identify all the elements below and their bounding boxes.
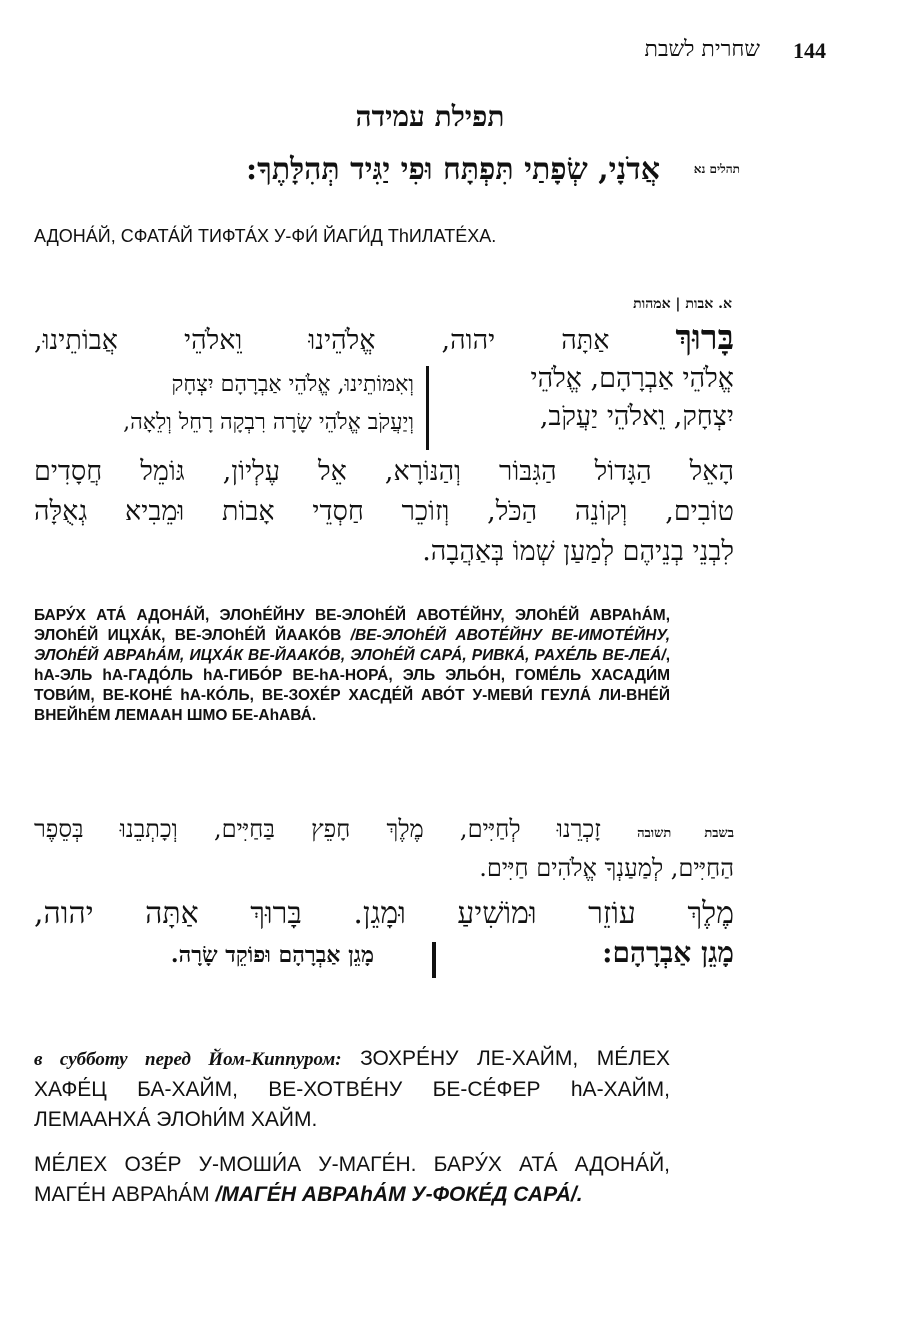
blessing-translit-main: БАРУ́Х АТА́ АДОНА́Й, ЭЛОhЕ́ЙНУ ВЕ-ЭЛОhЕ́Й АВОТЕ́ЙНУ, ЭЛОhЕ́Й АВРАhА́М, ЭЛОhЕ́Й ИЦХА́К, ВЕ-ЭЛОhЕ́Й ЙААКО́В bbox=[34, 607, 670, 644]
blessing-line-2-alt: וְאִמּוֹתֵינוּ, אֱלֹהֵי אַבְרָהָם יִצְחָק bbox=[171, 372, 414, 397]
page-number: 144 bbox=[793, 38, 826, 63]
closing-divider bbox=[432, 942, 436, 978]
blessing-two-column bbox=[34, 360, 734, 452]
closing-line-2-alt: מָגֵן אַבְרָהָם וּפוֹקֵד שָׂרָה. bbox=[170, 942, 374, 968]
blessing-line-1 bbox=[34, 318, 734, 361]
closing-blessing bbox=[34, 896, 734, 978]
page-title: תפילת עמידה bbox=[355, 100, 505, 133]
blessing-main-column bbox=[426, 360, 734, 436]
blessing-translit-end: , hА-ЭЛЬ hА-ГАДО́ЛЬ hА-ГИБО́Р ВЕ-hА-НОРА́, ЭЛЬ ЭЛЬО́Н, ГОМЕ́ЛЬ ХАСАДИ́М ТОВИ́М, ВЕ-КОНЕ́ hА-КО́ЛЬ, ВЕ-ЗОХЕ́Р ХАСДЕ́Й АВО́Т У-МЕВИ́ ГЕУЛА́ ЛИ-ВНЕ́Й ВНЕЙhЕ́М ЛЕМААН ШМО БЕ-АhАВА́. bbox=[34, 647, 670, 724]
blessing-transliteration bbox=[34, 606, 670, 726]
verse-source: תהלים נא bbox=[693, 162, 740, 176]
shabbat-insert-text-1: זָכְרֵנוּ לְחַיִּים, מֶלֶךְ חָפֵץ בַּחַיִּים, וְכָתְבֵנוּ בְּסֵפֶר bbox=[34, 815, 601, 843]
shabbat-insert bbox=[34, 812, 734, 885]
closing-line-2-main: מָגֵן אַבְרָהָם: bbox=[602, 936, 734, 969]
blessing-line-6: לִבְנֵי בְנֵיהֶם לְמַעַן שְׁמוֹ בְּאַהֲבָה. bbox=[422, 536, 734, 567]
blessing-line-4: הָאֵל הַגָּדוֹל הַגִּבּוֹר וְהַנּוֹרָא, אֵל עֶלְיוֹן, גּוֹמֵל חֲסָדִים bbox=[34, 456, 734, 487]
blessing-line-1-text: אַתָּה יהוה, אֱלֹהֵינוּ וֵאלֹהֵי אֲבוֹתֵינוּ, bbox=[34, 325, 610, 356]
blessing-continuation bbox=[34, 452, 734, 572]
shabbat-insert-line-1 bbox=[34, 812, 734, 851]
shabbat-translit-label: в субботу перед Йом-Киппуром: bbox=[34, 1049, 342, 1070]
blessing-line-2-main: אֱלֹהֵי אַבְרָהָם, אֱלֹהֵי bbox=[530, 363, 734, 394]
shabbat-insert-line-2: הַחַיִּים, לְמַעַנְךָ אֱלֹהִים חַיִּים. bbox=[479, 854, 734, 882]
blessing-line-5: טוֹבִים, וְקוֹנֵה הַכֹּל, וְזוֹכֵר חַסְדֵי אָבוֹת וּמֵבִיא גְאֻלָּה bbox=[34, 496, 734, 527]
shabbat-insert-label: בשבת תשובה bbox=[637, 826, 734, 841]
closing-translit-main: МЕ́ЛЕХ ОЗЕ́Р У-МОШИ́А У-МАГЕ́Н. БАРУ́Х АТА́ АДОНА́Й, МАГЕ́Н АВРАhА́М bbox=[34, 1153, 670, 1206]
shabbat-translit-text: ЗОХРЕ́НУ ЛЕ-ХАЙМ, МЕ́ЛЕХ ХАФЕ́Ц БА-ХАЙМ, ВЕ-ХОТВЕ́НУ БЕ-СЕ́ФЕР hА-ХАЙМ, ЛЕМААНХА́ ЭЛОhИ́М ХАЙМ. bbox=[34, 1047, 670, 1131]
opening-verse: אֲדֹנָי, שְׂפָתַי תִּפְתָּח וּפִי יַגִּיד תְּהִלָּתֶךָ: bbox=[246, 152, 660, 187]
closing-line-1: מֶלֶךְ עוֹזֵר וּמוֹשִׁיעַ וּמָגֵן. בָּרוּךְ אַתָּה יהוה, bbox=[34, 896, 734, 931]
shabbat-transliteration bbox=[34, 1044, 670, 1135]
closing-translit-alt: /МАГЕ́Н АВРАhА́М У-ФОКЕ́Д САРА́/. bbox=[215, 1183, 583, 1206]
section-label: א. אבות | אמהות bbox=[633, 296, 732, 312]
opening-transliteration: АДОНА́Й, СФАТА́Й ТИФТА́Х У-ФИ́ ЙАГИ́Д ТhИЛАТЕ́ХА. bbox=[34, 226, 497, 246]
blessing-line-3-main: יִצְחָק, וֵאלֹהֵי יַעֲקֹב, bbox=[539, 401, 734, 432]
blessing-first-word: בָּרוּךְ bbox=[675, 318, 734, 358]
blessing-translit-alt: /ВЕ-ЭЛОhЕ́Й АВОТЕ́ЙНУ ВЕ-ИМОТЕ́ЙНУ, ЭЛОhЕ́Й АВРАhА́М, ИЦХА́К ВЕ-ЙААКО́В, ЭЛОhЕ́Й САРА́, РИВКА́, РАХЕ́ЛЬ ВЕ-ЛЕА́/ bbox=[34, 627, 671, 664]
closing-transliteration bbox=[34, 1150, 670, 1210]
blessing-alt-column bbox=[34, 366, 414, 442]
running-head: שחרית לשבת bbox=[644, 37, 760, 62]
column-divider bbox=[426, 366, 429, 450]
blessing-line-3-alt: וְיַעֲקֹב אֱלֹהֵי שָׂרָה רִבְקָה רָחֵל וְלֵאָה, bbox=[123, 410, 414, 435]
